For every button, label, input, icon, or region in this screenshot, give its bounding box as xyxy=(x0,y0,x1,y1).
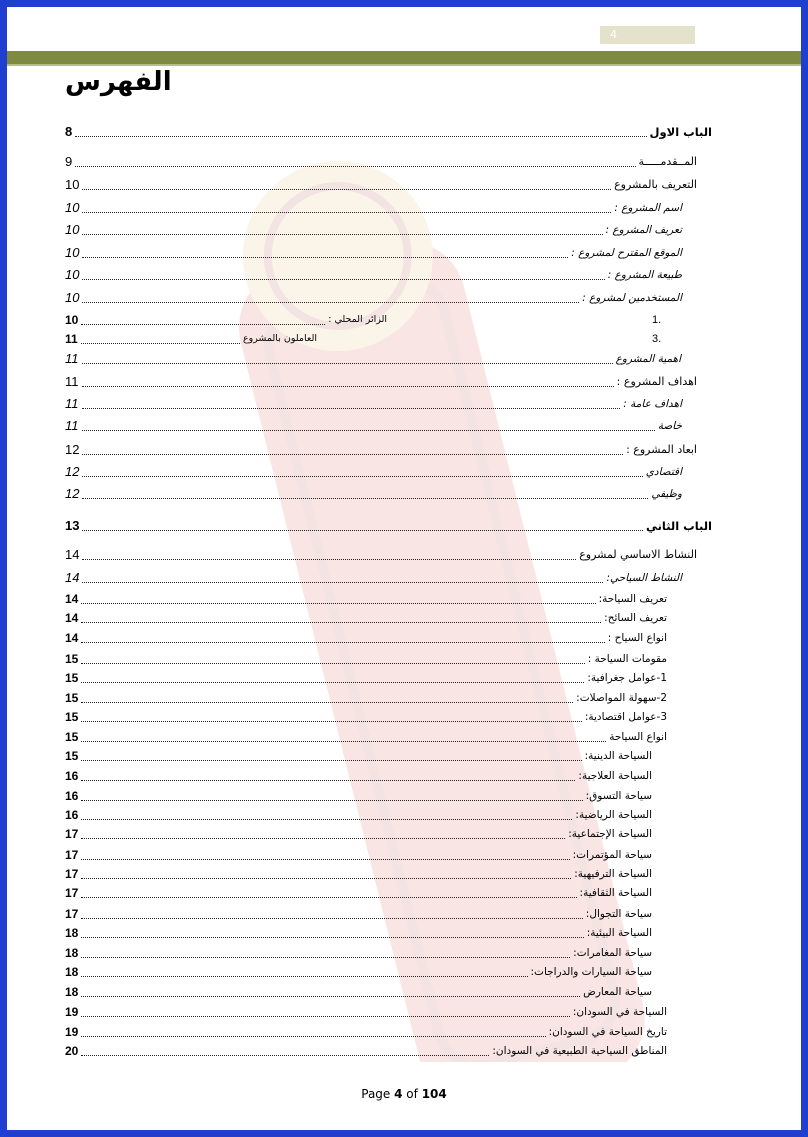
toc-page-number: 18 xyxy=(65,946,79,960)
toc-entry[interactable] xyxy=(65,373,697,391)
toc-dot-leader xyxy=(82,417,655,431)
toc-dot-leader xyxy=(81,963,528,977)
toc-entry-label: اهداف عامة : xyxy=(623,398,682,410)
toc-entry-label: تعريف السياحة: xyxy=(598,593,667,605)
toc-page-number: 9 xyxy=(65,154,73,169)
toc-entry-label: اسم المشروع : xyxy=(614,202,682,214)
toc-entry[interactable] xyxy=(65,289,682,307)
toc-dot-leader xyxy=(81,944,570,958)
toc-page-number: 15 xyxy=(65,710,79,724)
toc-entry[interactable] xyxy=(65,485,682,503)
toc-dot-leader xyxy=(81,669,584,683)
toc-entry[interactable] xyxy=(65,350,681,368)
toc-entry[interactable] xyxy=(65,609,667,627)
toc-entry-label: المناطق السياحية الطبيعية في السودان: xyxy=(492,1045,667,1057)
toc-entry[interactable] xyxy=(65,153,697,171)
toc-page-number: 19 xyxy=(65,1025,79,1039)
toc-dot-leader xyxy=(82,569,603,583)
toc-page-number: 17 xyxy=(65,867,79,881)
toc-entry-label: السياحة الإجتماعية: xyxy=(568,828,652,840)
toc-entry-label: 2-سهولة المواصلات: xyxy=(576,692,667,704)
toc-dot-leader xyxy=(82,517,643,531)
toc-entry[interactable] xyxy=(65,825,652,843)
toc-entry-label: سياحة المغامرات: xyxy=(573,947,652,959)
toc-entry-label: اهداف المشروع : xyxy=(616,375,697,388)
toc-page-number: 10 xyxy=(65,267,80,282)
toc-entry[interactable] xyxy=(65,441,697,459)
toc-page-number: 11 xyxy=(65,332,78,346)
toc-entry[interactable] xyxy=(65,806,652,824)
toc-page-number: 18 xyxy=(65,965,79,979)
toc-entry[interactable] xyxy=(65,123,712,141)
toc-entry-label: الموقع المقترح لمشروع : xyxy=(571,247,682,259)
toc-dot-leader xyxy=(81,747,582,761)
toc-page-number: 11 xyxy=(65,396,79,411)
toc-dot-leader xyxy=(82,441,623,455)
toc-page-number: 12 xyxy=(65,486,80,501)
toc-entry[interactable] xyxy=(65,629,667,647)
toc-dot-leader xyxy=(82,463,643,477)
document-page xyxy=(7,7,801,1130)
toc-page-number: 15 xyxy=(65,652,79,666)
toc-dot-leader xyxy=(81,609,601,623)
page-title: الفهرس xyxy=(65,67,172,97)
footer-total-pages: 104 xyxy=(421,1087,447,1101)
toc-entry-label: الباب الاول xyxy=(649,125,712,139)
toc-entry-label: السياحة البيئية: xyxy=(586,927,652,939)
toc-entry-label: النشاط السياحي: xyxy=(606,572,682,584)
toc-dot-leader xyxy=(82,350,613,364)
toc-entry[interactable] xyxy=(65,689,667,707)
toc-page-number: 17 xyxy=(65,848,79,862)
toc-page-number: 14 xyxy=(65,611,79,625)
toc-entry[interactable] xyxy=(65,944,652,962)
toc-entry-label: طبيعة المشروع : xyxy=(607,269,682,281)
toc-page-number: 10 xyxy=(65,200,80,215)
toc-page-number: 10 xyxy=(65,222,80,237)
toc-entry[interactable] xyxy=(65,787,652,805)
toc-entry-label: التعريف بالمشروع xyxy=(614,178,697,191)
toc-dot-leader xyxy=(75,123,647,137)
toc-dot-leader xyxy=(81,806,572,820)
toc-entry[interactable] xyxy=(65,330,317,348)
toc-entry[interactable] xyxy=(65,669,667,687)
toc-entry[interactable] xyxy=(65,728,667,746)
toc-entry-label: السياحة في السودان: xyxy=(572,1006,667,1018)
toc-entry-label: السياحة الرياضية: xyxy=(575,809,652,821)
toc-list-marker: 3. xyxy=(652,333,662,345)
toc-dot-leader xyxy=(81,884,577,898)
toc-dot-leader xyxy=(81,330,240,344)
toc-entry-label: 3-عوامل اقتصادية: xyxy=(584,711,667,723)
toc-entry[interactable] xyxy=(65,983,652,1001)
toc-entry-label: اهمية المشروع xyxy=(615,353,681,365)
toc-dot-leader xyxy=(81,629,605,643)
toc-list-marker: 1. xyxy=(652,314,662,326)
toc-entry[interactable] xyxy=(65,244,682,262)
toc-page-number: 16 xyxy=(65,789,79,803)
toc-entry-label: ابعاد المشروع : xyxy=(626,443,697,456)
toc-page-number: 8 xyxy=(65,124,73,139)
toc-entry[interactable] xyxy=(65,865,652,883)
toc-entry[interactable] xyxy=(65,546,697,564)
toc-dot-leader xyxy=(81,825,565,839)
toc-dot-leader xyxy=(82,395,620,409)
toc-entry-label: الزائر المحلي : xyxy=(328,314,387,325)
toc-entry[interactable] xyxy=(65,463,682,481)
toc-dot-leader xyxy=(81,1042,489,1056)
toc-dot-leader xyxy=(82,244,568,258)
toc-page-number: 13 xyxy=(65,518,80,533)
toc-entry-label: السياحة الثقافية: xyxy=(579,887,652,899)
toc-entry[interactable] xyxy=(65,311,387,329)
toc-entry[interactable] xyxy=(65,590,667,608)
toc-page-number: 16 xyxy=(65,808,79,822)
toc-dot-leader xyxy=(81,924,584,938)
toc-dot-leader xyxy=(82,266,605,280)
toc-entry-label: سياحة السيارات والدراجات: xyxy=(530,966,652,978)
toc-page-number: 18 xyxy=(65,985,79,999)
page-footer xyxy=(7,1087,801,1101)
toc-entry[interactable] xyxy=(65,221,682,239)
toc-page-number: 15 xyxy=(65,691,79,705)
toc-entry-label: النشاط الاساسي لمشروع xyxy=(579,548,697,561)
toc-entry[interactable] xyxy=(65,569,682,587)
toc-entry[interactable] xyxy=(65,924,652,942)
toc-entry-label: المــقدمـــــة xyxy=(638,155,697,168)
toc-entry-label: السياحة العلاجية: xyxy=(578,770,652,782)
toc-dot-leader xyxy=(81,689,573,703)
toc-dot-leader xyxy=(81,650,585,664)
toc-entry-label: سياحة المعارض xyxy=(583,986,652,998)
toc-page-number: 17 xyxy=(65,907,79,921)
toc-page-number: 20 xyxy=(65,1044,79,1058)
toc-entry[interactable] xyxy=(65,747,652,765)
toc-dot-leader xyxy=(81,1023,546,1037)
toc-entry-label: المستخدمين لمشروع : xyxy=(582,292,682,304)
toc-entry-label: الباب الثاني xyxy=(645,519,712,533)
toc-dot-leader xyxy=(81,728,606,742)
toc-entry-label: اقتصادي xyxy=(645,466,682,478)
toc-entry-label: 1-عوامل جغرافية: xyxy=(587,672,667,684)
toc-entry-label: السياحة الدينية: xyxy=(584,750,652,762)
toc-entry-label: العاملون بالمشروع xyxy=(242,333,317,344)
toc-entry[interactable] xyxy=(65,963,652,981)
toc-dot-leader xyxy=(81,1003,570,1017)
toc-page-number: 14 xyxy=(65,570,80,585)
toc-entry[interactable] xyxy=(65,417,682,435)
toc-dot-leader xyxy=(81,787,583,801)
toc-entry[interactable] xyxy=(65,1023,667,1041)
toc-dot-leader xyxy=(82,485,648,499)
toc-dot-leader xyxy=(82,289,579,303)
toc-page-number: 19 xyxy=(65,1005,79,1019)
toc-page-number: 10 xyxy=(65,313,79,327)
toc-entry[interactable] xyxy=(65,176,697,194)
header-page-number: 4 xyxy=(600,26,695,44)
toc-entry-label: تعريف المشروع : xyxy=(605,224,682,236)
toc-page-number: 11 xyxy=(65,418,79,433)
toc-page-number: 11 xyxy=(65,351,79,366)
toc-dot-leader xyxy=(81,905,583,919)
toc-page-number: 18 xyxy=(65,926,79,940)
toc-entry-label: مقومات السياحة : xyxy=(587,653,667,665)
toc-entry[interactable] xyxy=(65,199,682,217)
toc-entry-label: تعريف السائح: xyxy=(604,612,667,624)
toc-page-number: 15 xyxy=(65,671,79,685)
toc-entry[interactable] xyxy=(65,708,667,726)
toc-page-number: 15 xyxy=(65,730,79,744)
toc-page-number: 14 xyxy=(65,547,80,562)
toc-dot-leader xyxy=(82,546,576,560)
toc-entry[interactable] xyxy=(65,395,682,413)
toc-entry[interactable] xyxy=(65,1003,667,1021)
toc-page-number: 12 xyxy=(65,442,80,457)
toc-dot-leader xyxy=(81,708,582,722)
footer-current-page: 4 xyxy=(394,1087,403,1101)
toc-dot-leader xyxy=(75,153,636,167)
toc-dot-leader xyxy=(82,373,614,387)
toc-entry-label: وظيفي xyxy=(651,488,682,500)
toc-entry[interactable] xyxy=(65,517,712,535)
toc-dot-leader xyxy=(81,846,570,860)
footer-middle: of xyxy=(402,1087,422,1101)
toc-dot-leader xyxy=(82,221,603,235)
toc-entry-label: انواع السياحة xyxy=(609,731,667,743)
toc-entry[interactable] xyxy=(65,650,667,668)
toc-entry[interactable] xyxy=(65,846,652,864)
toc-page-number: 17 xyxy=(65,886,79,900)
toc-page-number: 15 xyxy=(65,749,79,763)
toc-page-number: 14 xyxy=(65,631,79,645)
toc-entry-label: خاصة xyxy=(657,420,682,432)
toc-dot-leader xyxy=(81,983,580,997)
toc-entry[interactable] xyxy=(65,1042,667,1060)
toc-entry-label: سياحة التسوق: xyxy=(585,790,652,802)
toc-page-number: 12 xyxy=(65,464,80,479)
toc-page-number: 10 xyxy=(65,245,80,260)
toc-dot-leader xyxy=(81,767,575,781)
toc-page-number: 11 xyxy=(65,374,79,389)
table-of-contents xyxy=(7,7,801,1130)
toc-entry[interactable] xyxy=(65,884,652,902)
toc-entry-label: انواع السياح : xyxy=(607,632,667,644)
toc-page-number: 10 xyxy=(65,290,80,305)
toc-dot-leader xyxy=(82,199,611,213)
toc-entry-label: تاريخ السياحة في السودان: xyxy=(548,1026,667,1038)
toc-entry-label: سياحة التجوال: xyxy=(585,908,652,920)
toc-dot-leader xyxy=(82,176,611,190)
toc-entry-label: السياحة الترفيهية: xyxy=(574,868,652,880)
toc-page-number: 16 xyxy=(65,769,79,783)
toc-entry[interactable] xyxy=(65,266,682,284)
toc-page-number: 17 xyxy=(65,827,79,841)
toc-dot-leader xyxy=(81,865,571,879)
toc-entry-label: سياحة المؤتمرات: xyxy=(572,849,652,861)
toc-dot-leader xyxy=(81,590,596,604)
toc-page-number: 10 xyxy=(65,177,80,192)
toc-entry[interactable] xyxy=(65,767,652,785)
toc-entry[interactable] xyxy=(65,905,652,923)
footer-prefix: Page xyxy=(361,1087,395,1101)
toc-page-number: 14 xyxy=(65,592,79,606)
toc-dot-leader xyxy=(81,311,325,325)
